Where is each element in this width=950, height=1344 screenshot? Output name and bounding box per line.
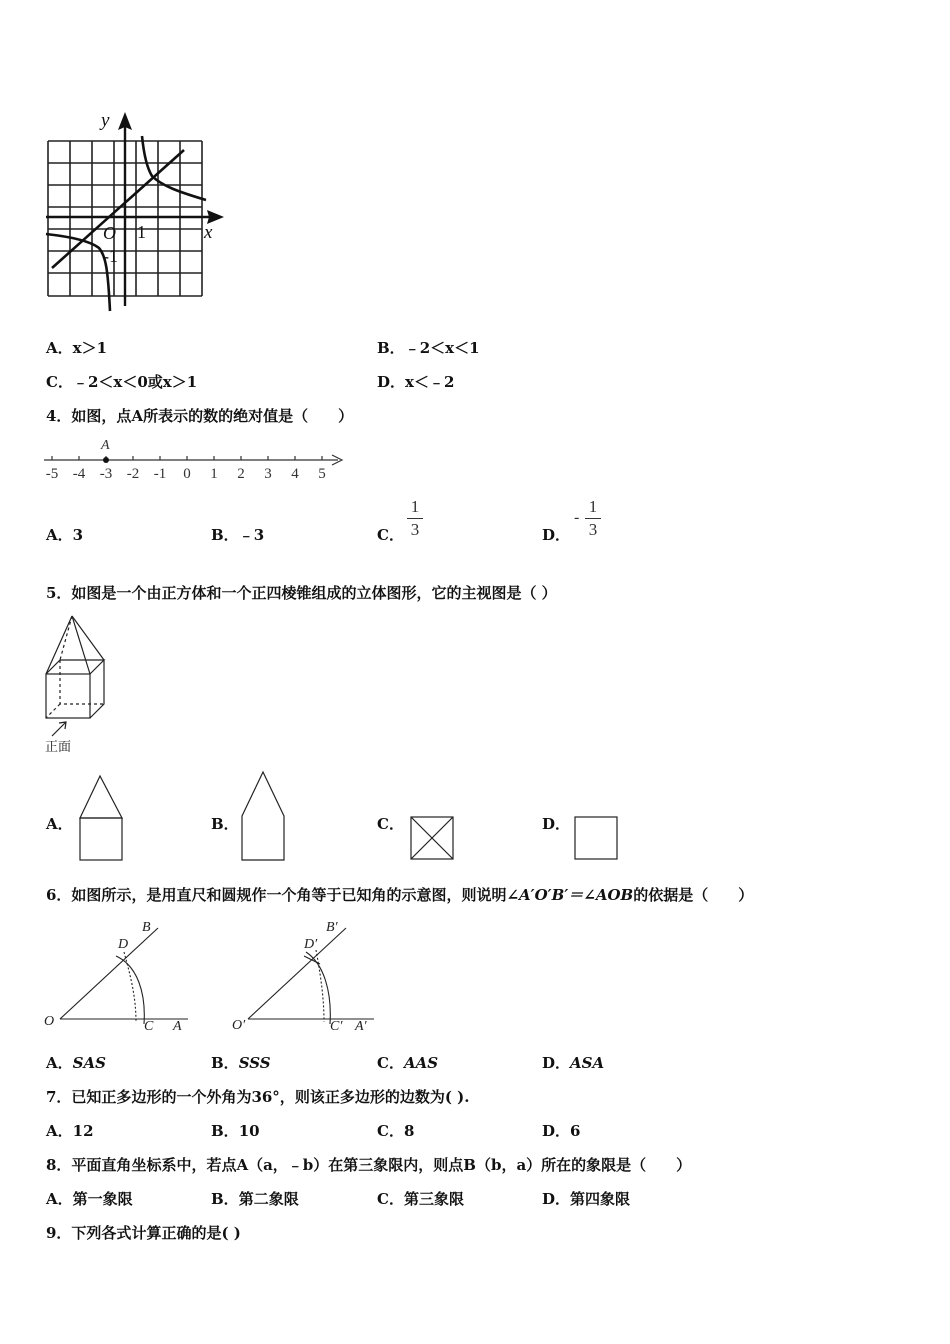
- q7-option-a[interactable]: [46, 1120, 94, 1141]
- option-letter: B．: [377, 339, 405, 357]
- tick-label-one: 1: [137, 222, 146, 242]
- number-line-figure: [42, 434, 352, 486]
- cube-top-back: [46, 660, 104, 674]
- label-b-prime: B′: [326, 920, 338, 935]
- number-line-tick-label: -2: [126, 466, 140, 482]
- q4-option-d-fraction: [583, 497, 603, 540]
- option-letter: B．: [211, 1122, 239, 1140]
- q6-option-c[interactable]: [377, 1052, 438, 1073]
- q8-option-c[interactable]: [377, 1188, 464, 1209]
- q5-option-d-figure: [573, 815, 619, 861]
- arc-solid: [116, 956, 144, 1024]
- option-text: 12: [72, 1122, 94, 1140]
- origin-label: O: [103, 223, 116, 243]
- q4-option-c[interactable]: [377, 524, 404, 545]
- q7-option-c[interactable]: [377, 1120, 414, 1141]
- option-text: 3: [72, 526, 84, 544]
- option-text: SAS: [72, 1054, 106, 1072]
- number-line-tick-label: -4: [72, 466, 86, 482]
- number-line-tick-label: 5: [318, 466, 326, 482]
- angle-figure-constructed: [228, 914, 380, 1036]
- q8-stem: 8．平面直角坐标系中，若点A（a，﹣b）在第三象限内，则点B（b，a）所在的象限是（ ）: [46, 1156, 692, 1174]
- fraction-denominator: 3: [410, 520, 420, 539]
- pyramid-edge: [72, 616, 104, 660]
- y-axis-label: y: [101, 110, 110, 131]
- q3-option-a[interactable]: [46, 337, 107, 358]
- number-line-tick-label: -5: [45, 466, 59, 482]
- number-line-tick-label: 1: [210, 466, 218, 482]
- option-letter: A．: [46, 339, 73, 357]
- fraction-denominator: 3: [588, 520, 598, 539]
- q6-option-b[interactable]: [211, 1052, 271, 1073]
- option-letter: D．: [542, 526, 571, 544]
- option-letter: A．: [46, 815, 73, 833]
- q5-stem: 5．如图是一个由正方体和一个正四棱锥组成的立体图形，它的主视图是（ ）: [46, 584, 557, 602]
- q5-option-a-figure: [78, 774, 124, 862]
- arc-dotted: [316, 950, 324, 1022]
- option-letter: B．: [211, 526, 239, 544]
- q3-option-b[interactable]: [377, 337, 480, 358]
- option-text: 8: [403, 1122, 415, 1140]
- q5-option-d[interactable]: [542, 813, 570, 834]
- option-text: x＜﹣2: [405, 373, 455, 391]
- q4-option-c-fraction: [405, 497, 425, 540]
- pyramid-edge: [72, 616, 90, 674]
- option-letter: B．: [211, 1054, 239, 1072]
- triangle-roof: [80, 776, 122, 818]
- option-letter: C．: [46, 373, 73, 391]
- cube-right-back: [90, 660, 104, 718]
- angle-figure-original: [42, 914, 194, 1036]
- q5-option-b-figure: [240, 770, 288, 862]
- number-line-tick-label: -1: [153, 466, 167, 482]
- option-letter: A．: [46, 1122, 73, 1140]
- option-letter: C．: [377, 1190, 404, 1208]
- q5-option-c-figure: [409, 815, 455, 861]
- number-line-tick-label: 4: [291, 466, 299, 482]
- label-b: B: [142, 920, 151, 935]
- solid-figure: [42, 612, 110, 758]
- label-d: D: [118, 937, 129, 952]
- option-letter: C．: [377, 1054, 404, 1072]
- option-letter: D．: [377, 373, 406, 391]
- cube-hidden-edge: [46, 704, 60, 718]
- square-outline: [575, 817, 617, 859]
- q3-option-d[interactable]: [377, 371, 454, 392]
- option-text: SSS: [238, 1054, 271, 1072]
- function-graph-figure: [44, 106, 229, 314]
- option-letter: C．: [377, 526, 404, 544]
- q4-stem: 4．如图，点A所表示的数的绝对值是（ ）: [46, 407, 354, 425]
- front-arrow-icon: [52, 722, 66, 736]
- option-letter: A．: [46, 1054, 73, 1072]
- q8-option-a[interactable]: [46, 1188, 133, 1209]
- q6-stem-math: ∠A′O′B′＝∠AOB: [506, 886, 634, 904]
- q7-stem: 7．已知正多边形的一个外角为36°，则该正多边形的边数为( ).: [46, 1088, 470, 1106]
- option-text: ﹣2＜x＜0或x＞1: [72, 373, 198, 391]
- option-text: 第四象限: [570, 1190, 631, 1208]
- front-label: 正面: [45, 740, 72, 755]
- option-letter: D．: [542, 815, 571, 833]
- number-line-tick-label: 2: [237, 466, 245, 482]
- option-text: 第二象限: [238, 1190, 299, 1208]
- q4-option-a[interactable]: [46, 524, 83, 545]
- number-line-tick-label: -3: [99, 466, 113, 482]
- q8-option-d[interactable]: [542, 1188, 630, 1209]
- q7-option-b[interactable]: [211, 1120, 260, 1141]
- fraction-numerator: 1: [588, 497, 598, 516]
- option-letter: C．: [377, 1122, 404, 1140]
- label-o: O: [44, 1014, 55, 1029]
- option-text: 第一象限: [72, 1190, 133, 1208]
- q6-stem-suffix: 的依据是（ ）: [633, 886, 754, 904]
- fraction-bar: [407, 518, 423, 519]
- label-c: C: [144, 1019, 154, 1034]
- label-a-prime: A′: [355, 1019, 367, 1034]
- fraction-sign: -: [574, 509, 580, 526]
- q6-stem: [46, 884, 753, 905]
- option-letter: B．: [211, 815, 239, 833]
- option-letter: B．: [211, 1190, 239, 1208]
- point-a-label: A: [101, 438, 110, 453]
- ray-o-prime-b-prime: [248, 928, 346, 1019]
- q6-stem-prefix: 6．如图所示，是用直尺和圆规作一个角等于已知角的示意图，则说明: [46, 886, 507, 904]
- pentagon-house: [242, 772, 284, 860]
- q5-option-b[interactable]: [211, 813, 239, 834]
- cube-front-face: [46, 674, 90, 718]
- pyramid-edge: [46, 616, 72, 674]
- point-a-dot: [103, 457, 109, 463]
- option-text: ASA: [570, 1054, 605, 1072]
- q6-option-a[interactable]: [46, 1052, 106, 1073]
- tick-label-neg-one: -1: [103, 246, 118, 266]
- option-letter: D．: [542, 1190, 571, 1208]
- label-a: A: [173, 1019, 182, 1034]
- option-text: ﹣2＜x＜1: [404, 339, 480, 357]
- label-c-prime: C′: [330, 1019, 343, 1034]
- option-letter: A．: [46, 526, 73, 544]
- q4-option-d[interactable]: [542, 524, 570, 545]
- option-letter: D．: [542, 1122, 571, 1140]
- x-axis-label: x: [204, 222, 213, 243]
- option-text: AAS: [403, 1054, 439, 1072]
- option-text: 10: [238, 1122, 260, 1140]
- q5-option-c[interactable]: [377, 813, 404, 834]
- option-text: 第三象限: [403, 1190, 464, 1208]
- q3-option-c[interactable]: [46, 371, 197, 392]
- option-letter: A．: [46, 1190, 73, 1208]
- q9-stem: 9．下列各式计算正确的是( ): [46, 1224, 241, 1242]
- option-text: ﹣3: [238, 526, 265, 544]
- label-d-prime: D′: [304, 937, 318, 952]
- label-o-prime: O′: [232, 1018, 246, 1033]
- option-letter: C．: [377, 815, 404, 833]
- option-letter: D．: [542, 1054, 571, 1072]
- q7-option-d[interactable]: [542, 1120, 580, 1141]
- q5-option-a[interactable]: [46, 813, 73, 834]
- square-base: [80, 818, 122, 860]
- fraction-numerator: 1: [410, 497, 420, 516]
- number-line-tick-label: 0: [183, 466, 191, 482]
- ray-ob: [60, 928, 158, 1019]
- option-text: x＞1: [72, 339, 108, 357]
- q4-option-b[interactable]: [211, 524, 264, 545]
- q6-option-d[interactable]: [542, 1052, 604, 1073]
- fraction-bar: [585, 518, 601, 519]
- q8-option-b[interactable]: [211, 1188, 299, 1209]
- number-line-tick-label: 3: [264, 466, 272, 482]
- option-text: 6: [570, 1122, 581, 1140]
